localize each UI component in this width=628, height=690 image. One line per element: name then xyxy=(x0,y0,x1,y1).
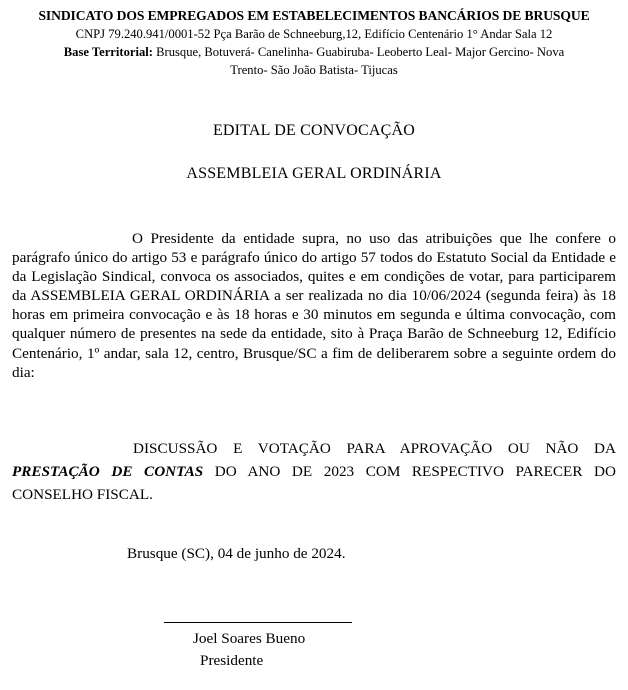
signatory-role: Presidente xyxy=(200,652,264,669)
date-line: Brusque (SC), 04 de junho de 2024. xyxy=(127,545,346,562)
body-text-part1: O Presidente da entidade supra, no uso das atribuições que lhe confere o parágrafo único do artigo 53 e parágrafo único do artigo 57 todos do Estatuto Social da Entidade e da Legislação Sindical, convoca os associados, quites e em condições de votar, para participarem da xyxy=(12,230,616,305)
union-name: SINDICATO DOS EMPREGADOS EM ESTABELECIMENTOS BANCÁRIOS DE BRUSQUE xyxy=(38,8,590,23)
signatory-name: Joel Soares Bueno xyxy=(193,630,306,647)
agenda-text-part2: DO ANO DE 2023 COM RESPECTIVO PARECER DO CONSELHO FISCAL. xyxy=(12,463,616,503)
territorial-base-label: Base Territorial: xyxy=(63,45,153,59)
document-title: EDITAL DE CONVOCAÇÃO xyxy=(212,122,416,139)
agenda-emphasis: PRESTAÇÃO DE CONTAS xyxy=(12,463,204,480)
convocation-body xyxy=(12,229,616,382)
signature-line xyxy=(164,622,352,623)
territorial-base-cities: Brusque, Botuverá- Canelinha- Guabiruba- Leoberto Leal- Major Gercino- Nova xyxy=(152,45,565,59)
agenda-item xyxy=(12,437,616,506)
document-subtitle: ASSEMBLEIA GERAL ORDINÁRIA xyxy=(186,165,442,182)
agenda-text-part1: DISCUSSÃO E VOTAÇÃO PARA APROVAÇÃO OU NÃO DA xyxy=(133,440,616,457)
territorial-base xyxy=(0,45,628,60)
body-text-part2: a ser realizada no dia 10/06/2024 (segunda feira) às 18 horas em primeira convocação e às 18 horas e 30 minutos em segunda e última convocação, com qualquer número de presentes na sede da entidade, sito à Praça Barão de Schneeburg 12, Edifício Centenário, 1º andar, sala 12, centro, Brusque/SC a fim de deliberarem sobre a seguinte ordem do dia: xyxy=(12,287,616,381)
territorial-base-continued: Trento- São João Batista- Tijucas xyxy=(230,63,398,77)
body-assembly-name: ASSEMBLEIA GERAL ORDINÁRIA xyxy=(30,287,270,305)
cnpj-address: CNPJ 79.240.941/0001-52 Pça Barão de Schneeburg,12, Edifício Centenário 1° Andar Sala 12 xyxy=(75,27,553,41)
